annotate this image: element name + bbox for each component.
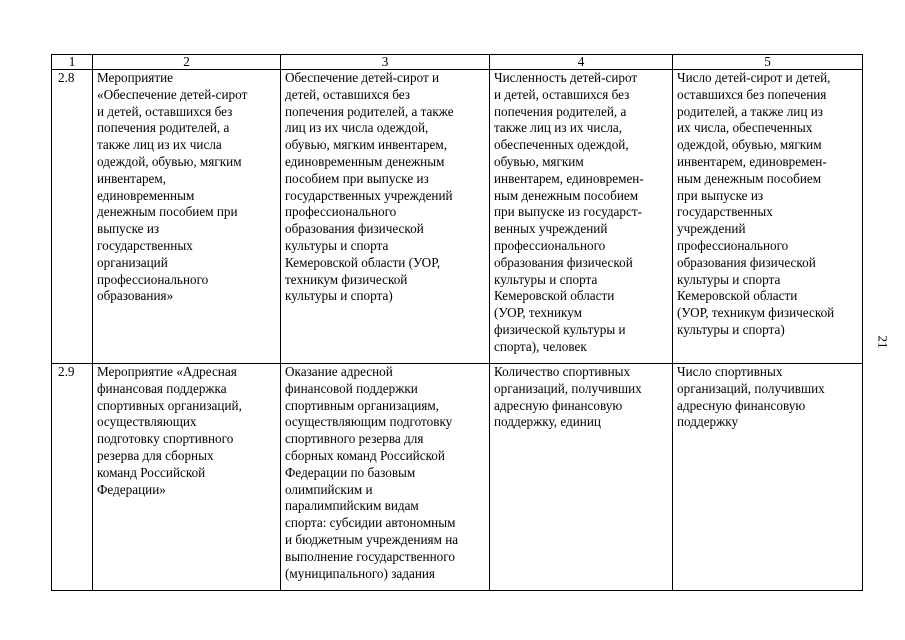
indicator-method-cell: Число детей-сирот и детей, оставшихся без попечения родителей, а также лиц из их числа, обеспеченных одеждой, обувью, мягким инвентарем, единовремен- ным денежным пособием при выпуске из государственных учреждений профессионального образования физической культуры и спорта Кемеровской области (УОР, техникум физической культуры и спорта) [673,70,863,364]
column-number-5: 5 [673,55,863,70]
indicator-method-cell: Число спортивных организаций, получивших адресную финансовую поддержку [673,364,863,591]
event-name-cell: Мероприятие «Обеспечение детей-сирот и детей, оставшихся без попечения родителей, а также лиц из их числа одеждой, обувью, мягким инвентарем, единовременным денежным пособием при выпуске из государственных организаций профессионального образования» [93,70,281,364]
event-content-cell: Обеспечение детей-сирот и детей, оставшихся без попечения родителей, а также лиц из их числа одеждой, обувью, мягким инвентарем, единовременным денежным пособием при выпуске из государственных учреждений профессионального образования физической культуры и спорта Кемеровской области (УОР, техникум физической культуры и спорта) [281,70,490,364]
column-number-4: 4 [490,55,673,70]
column-number-3: 3 [281,55,490,70]
indicator-name-cell: Численность детей-сирот и детей, оставшихся без попечения родителей, а также лиц из их числа, обеспеченных одеждой, обувью, мягким инвентарем, единовремен- ным денежным пособием при выпуске из государст- венных учреждений профессионального образования физической культуры и спорта Кемеровской области (УОР, техникум физической культуры и спорта), человек [490,70,673,364]
table-row [52,364,863,591]
table-row [52,70,863,364]
row-number: 2.8 [52,70,93,364]
page-number: 21 [875,335,891,349]
table-header-row [52,55,863,70]
event-name-cell: Мероприятие «Адресная финансовая поддержка спортивных организаций, осуществляющих подготовку спортивного резерва для сборных команд Российской Федерации» [93,364,281,591]
event-content-cell: Оказание адресной финансовой поддержки спортивным организациям, осуществляющим подготовку спортивного резерва для сборных команд Российской Федерации по базовым олимпийским и паралимпийским видам спорта: субсидии автономным и бюджетным учреждениям на выполнение государственного (муниципального) задания [281,364,490,591]
indicator-name-cell: Количество спортивных организаций, получивших адресную финансовую поддержку, единиц [490,364,673,591]
column-number-1: 1 [52,55,93,70]
row-number: 2.9 [52,364,93,591]
column-number-2: 2 [93,55,281,70]
document-table [51,54,863,591]
